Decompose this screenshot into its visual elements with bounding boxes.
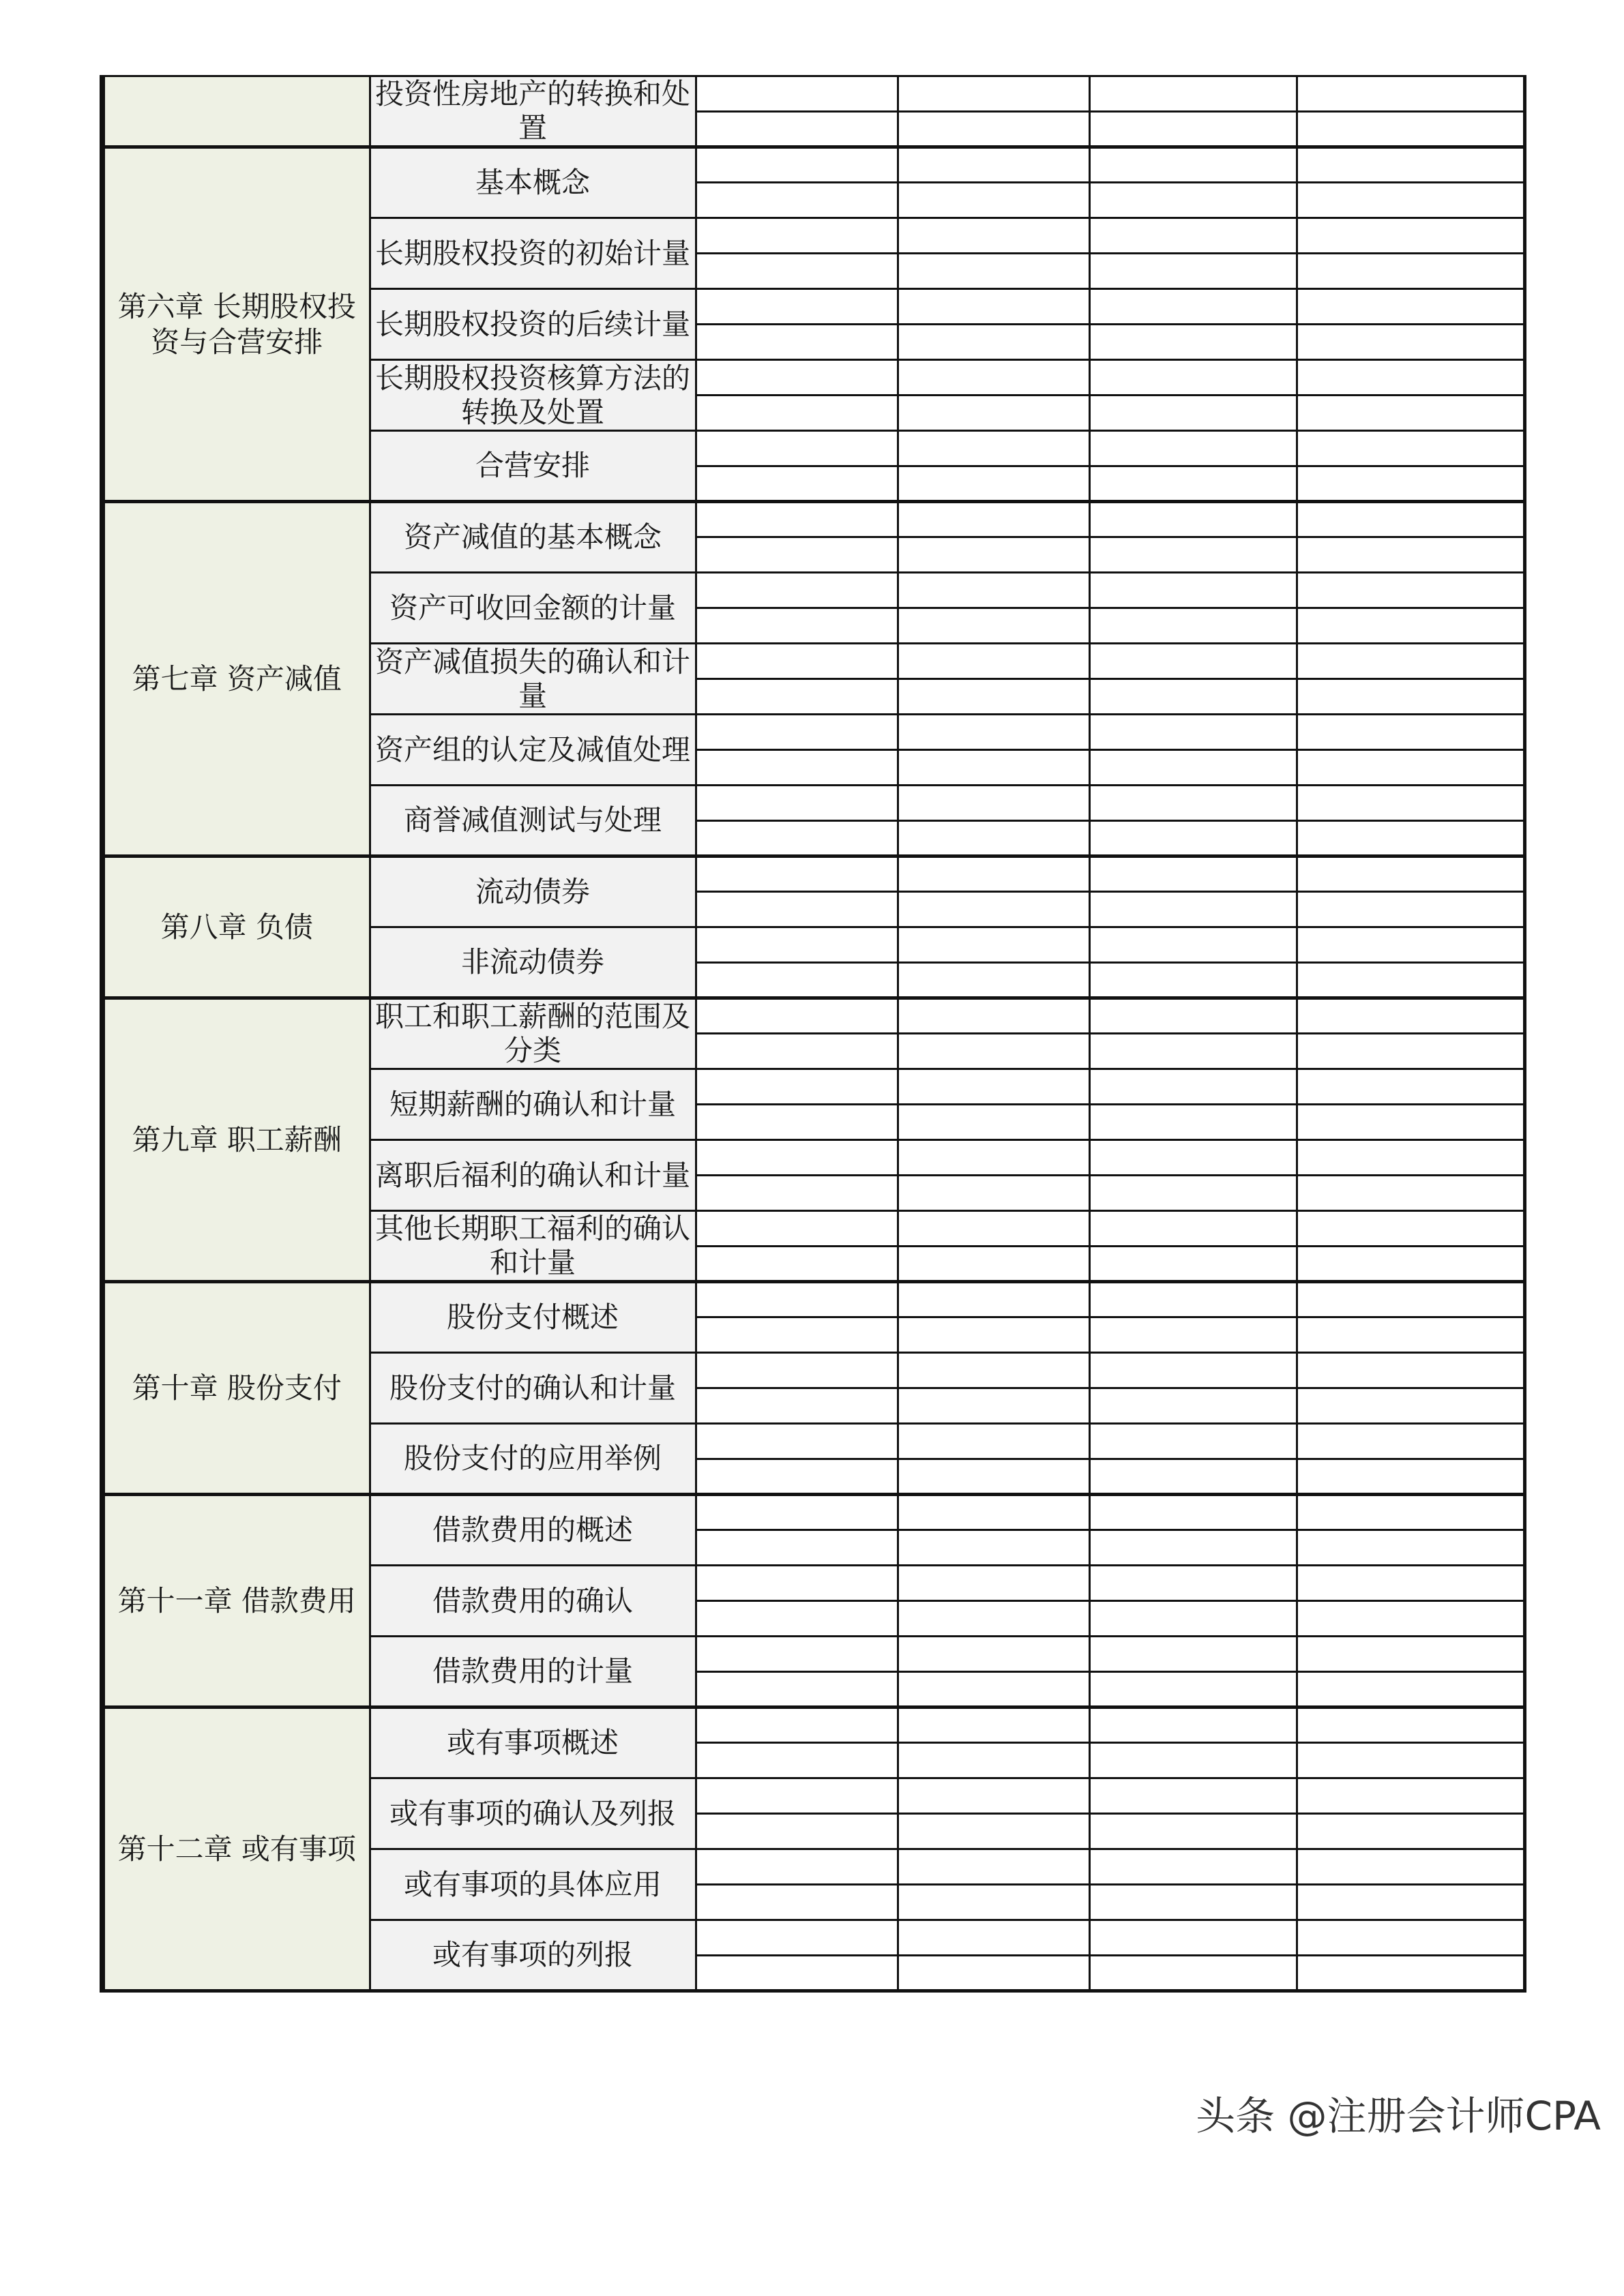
blank-cell[interactable]	[898, 1530, 1089, 1566]
blank-cell[interactable]	[696, 998, 898, 1034]
blank-cell[interactable]	[1297, 1885, 1524, 1920]
blank-cell[interactable]	[1089, 289, 1297, 325]
blank-cell[interactable]	[1297, 396, 1524, 431]
blank-cell[interactable]	[898, 1672, 1089, 1708]
blank-cell[interactable]	[898, 1601, 1089, 1637]
blank-cell[interactable]	[1089, 218, 1297, 254]
table-row	[102, 856, 1524, 892]
blank-cell[interactable]	[1089, 360, 1297, 396]
table-row	[102, 147, 1524, 183]
blank-cell[interactable]	[898, 1388, 1089, 1424]
topic-cell: 资产可收回金额的计量	[370, 573, 696, 644]
blank-cell[interactable]	[696, 1814, 898, 1849]
blank-cell[interactable]	[1089, 1317, 1297, 1353]
blank-cell[interactable]	[1297, 1566, 1524, 1601]
blank-cell[interactable]	[696, 644, 898, 679]
chapter-cell: 第七章 资产减值	[102, 502, 370, 856]
topic-cell: 长期股权投资核算方法的转换及处置	[370, 360, 696, 431]
blank-cell[interactable]	[898, 1743, 1089, 1778]
blank-cell[interactable]	[1297, 927, 1524, 963]
chapter-cell: 第十一章 借款费用	[102, 1495, 370, 1708]
blank-cell[interactable]	[898, 1566, 1089, 1601]
topic-cell: 投资性房地产的转换和处置	[370, 76, 696, 147]
blank-cell[interactable]	[1089, 786, 1297, 821]
blank-cell[interactable]	[1089, 856, 1297, 892]
blank-cell[interactable]	[1089, 573, 1297, 608]
blank-cell[interactable]	[1089, 1282, 1297, 1317]
blank-cell[interactable]	[1089, 396, 1297, 431]
blank-cell[interactable]	[1089, 1849, 1297, 1885]
blank-cell[interactable]	[1089, 537, 1297, 573]
chapter-cell	[102, 76, 370, 147]
blank-cell[interactable]	[1297, 147, 1524, 183]
blank-cell[interactable]	[1297, 1849, 1524, 1885]
blank-cell[interactable]	[1297, 1637, 1524, 1672]
blank-cell[interactable]	[898, 112, 1089, 147]
blank-cell[interactable]	[696, 1069, 898, 1105]
blank-cell[interactable]	[696, 1956, 898, 1991]
blank-cell[interactable]	[898, 289, 1089, 325]
blank-cell[interactable]	[898, 892, 1089, 927]
blank-cell[interactable]	[696, 502, 898, 537]
blank-cell[interactable]	[1089, 76, 1297, 112]
blank-cell[interactable]	[1089, 1353, 1297, 1388]
table-row	[102, 1708, 1524, 1743]
blank-cell[interactable]	[696, 1317, 898, 1353]
blank-cell[interactable]	[696, 1424, 898, 1459]
chapter-cell: 第八章 负债	[102, 856, 370, 998]
table-row	[102, 1495, 1524, 1530]
blank-cell[interactable]	[1089, 1956, 1297, 1991]
blank-cell[interactable]	[898, 1424, 1089, 1459]
blank-cell[interactable]	[1089, 1530, 1297, 1566]
blank-cell[interactable]	[696, 1885, 898, 1920]
topic-cell: 离职后福利的确认和计量	[370, 1140, 696, 1211]
blank-cell[interactable]	[1297, 1247, 1524, 1282]
blank-cell[interactable]	[898, 1849, 1089, 1885]
blank-cell[interactable]	[1297, 1672, 1524, 1708]
blank-cell[interactable]	[898, 1708, 1089, 1743]
blank-cell[interactable]	[696, 1708, 898, 1743]
blank-cell[interactable]	[1089, 147, 1297, 183]
blank-cell[interactable]	[696, 254, 898, 289]
blank-cell[interactable]	[1089, 821, 1297, 856]
blank-cell[interactable]	[898, 998, 1089, 1034]
blank-cell[interactable]	[1297, 112, 1524, 147]
blank-cell[interactable]	[1297, 76, 1524, 112]
blank-cell[interactable]	[1297, 1069, 1524, 1105]
blank-cell[interactable]	[1297, 289, 1524, 325]
table-row	[102, 1282, 1524, 1317]
blank-cell[interactable]	[696, 1034, 898, 1069]
blank-cell[interactable]	[1089, 1566, 1297, 1601]
blank-cell[interactable]	[696, 927, 898, 963]
blank-cell[interactable]	[898, 1105, 1089, 1140]
blank-cell[interactable]	[696, 786, 898, 821]
blank-cell[interactable]	[1297, 821, 1524, 856]
blank-cell[interactable]	[1297, 1495, 1524, 1530]
blank-cell[interactable]	[1089, 1601, 1297, 1637]
blank-cell[interactable]	[898, 786, 1089, 821]
blank-cell[interactable]	[1297, 644, 1524, 679]
blank-cell[interactable]	[898, 396, 1089, 431]
blank-cell[interactable]	[1089, 608, 1297, 644]
blank-cell[interactable]	[1297, 856, 1524, 892]
blank-cell[interactable]	[696, 1140, 898, 1176]
blank-cell[interactable]	[1297, 431, 1524, 466]
blank-cell[interactable]	[696, 1778, 898, 1814]
blank-cell[interactable]	[696, 360, 898, 396]
blank-cell[interactable]	[1089, 466, 1297, 502]
topic-cell: 或有事项的确认及列报	[370, 1778, 696, 1849]
blank-cell[interactable]	[898, 644, 1089, 679]
blank-cell[interactable]	[1297, 573, 1524, 608]
blank-cell[interactable]	[1297, 963, 1524, 998]
blank-cell[interactable]	[898, 254, 1089, 289]
blank-cell[interactable]	[898, 679, 1089, 715]
blank-cell[interactable]	[1297, 466, 1524, 502]
table-row	[102, 76, 1524, 112]
topic-cell: 资产减值损失的确认和计量	[370, 644, 696, 715]
blank-cell[interactable]	[696, 1211, 898, 1247]
blank-cell[interactable]	[898, 1495, 1089, 1530]
study-plan-table	[100, 75, 1526, 1993]
blank-cell[interactable]	[1297, 679, 1524, 715]
blank-cell[interactable]	[898, 573, 1089, 608]
topic-cell: 流动债券	[370, 856, 696, 927]
blank-cell[interactable]	[696, 679, 898, 715]
blank-cell[interactable]	[1297, 608, 1524, 644]
blank-cell[interactable]	[898, 1637, 1089, 1672]
blank-cell[interactable]	[1297, 1778, 1524, 1814]
blank-cell[interactable]	[696, 715, 898, 750]
blank-cell[interactable]	[898, 537, 1089, 573]
blank-cell[interactable]	[696, 1388, 898, 1424]
blank-cell[interactable]	[1089, 1495, 1297, 1530]
blank-cell[interactable]	[696, 1849, 898, 1885]
blank-cell[interactable]	[696, 1672, 898, 1708]
blank-cell[interactable]	[696, 1743, 898, 1778]
blank-cell[interactable]	[1297, 1708, 1524, 1743]
topic-cell: 股份支付概述	[370, 1282, 696, 1353]
blank-cell[interactable]	[1297, 1388, 1524, 1424]
topic-cell: 借款费用的概述	[370, 1495, 696, 1566]
blank-cell[interactable]	[898, 1353, 1089, 1388]
blank-cell[interactable]	[898, 608, 1089, 644]
blank-cell[interactable]	[1089, 1176, 1297, 1211]
blank-cell[interactable]	[1089, 254, 1297, 289]
blank-cell[interactable]	[898, 502, 1089, 537]
topic-cell: 基本概念	[370, 147, 696, 218]
blank-cell[interactable]	[1089, 750, 1297, 786]
blank-cell[interactable]	[1089, 502, 1297, 537]
blank-cell[interactable]	[696, 750, 898, 786]
blank-cell[interactable]	[696, 218, 898, 254]
blank-cell[interactable]	[1297, 1176, 1524, 1211]
blank-cell[interactable]	[696, 431, 898, 466]
blank-cell[interactable]	[696, 1282, 898, 1317]
topic-cell: 或有事项概述	[370, 1708, 696, 1778]
blank-cell[interactable]	[696, 1247, 898, 1282]
blank-cell[interactable]	[696, 1530, 898, 1566]
blank-cell[interactable]	[696, 821, 898, 856]
blank-cell[interactable]	[898, 715, 1089, 750]
blank-cell[interactable]	[1089, 1211, 1297, 1247]
topic-cell: 职工和职工薪酬的范围及分类	[370, 998, 696, 1069]
blank-cell[interactable]	[696, 112, 898, 147]
blank-cell[interactable]	[1297, 998, 1524, 1034]
blank-cell[interactable]	[1089, 1105, 1297, 1140]
blank-cell[interactable]	[1297, 325, 1524, 360]
blank-cell[interactable]	[1089, 183, 1297, 218]
blank-cell[interactable]	[1297, 1140, 1524, 1176]
topic-cell: 非流动债券	[370, 927, 696, 998]
blank-cell[interactable]	[898, 183, 1089, 218]
topic-cell: 合营安排	[370, 431, 696, 502]
topic-cell: 短期薪酬的确认和计量	[370, 1069, 696, 1140]
blank-cell[interactable]	[696, 1495, 898, 1530]
topic-cell: 股份支付的确认和计量	[370, 1353, 696, 1424]
blank-cell[interactable]	[898, 147, 1089, 183]
blank-cell[interactable]	[1089, 1424, 1297, 1459]
blank-cell[interactable]	[1297, 786, 1524, 821]
table-row	[102, 502, 1524, 537]
blank-cell[interactable]	[1089, 1388, 1297, 1424]
blank-cell[interactable]	[1089, 1814, 1297, 1849]
topic-cell: 资产减值的基本概念	[370, 502, 696, 573]
blank-cell[interactable]	[696, 537, 898, 573]
blank-cell[interactable]	[1089, 1459, 1297, 1495]
blank-cell[interactable]	[898, 1459, 1089, 1495]
blank-cell[interactable]	[1297, 1353, 1524, 1388]
blank-cell[interactable]	[898, 1211, 1089, 1247]
topic-cell: 或有事项的列报	[370, 1920, 696, 1991]
blank-cell[interactable]	[898, 325, 1089, 360]
blank-cell[interactable]	[1089, 679, 1297, 715]
topic-cell: 或有事项的具体应用	[370, 1849, 696, 1920]
blank-cell[interactable]	[696, 608, 898, 644]
blank-cell[interactable]	[1089, 715, 1297, 750]
blank-cell[interactable]	[696, 963, 898, 998]
blank-cell[interactable]	[898, 1956, 1089, 1991]
table-row	[102, 998, 1524, 1034]
blank-cell[interactable]	[898, 1034, 1089, 1069]
blank-cell[interactable]	[1089, 1708, 1297, 1743]
blank-cell[interactable]	[696, 76, 898, 112]
blank-cell[interactable]	[696, 466, 898, 502]
blank-cell[interactable]	[696, 147, 898, 183]
blank-cell[interactable]	[898, 856, 1089, 892]
blank-cell[interactable]	[696, 183, 898, 218]
blank-cell[interactable]	[1297, 1743, 1524, 1778]
blank-cell[interactable]	[1089, 963, 1297, 998]
blank-cell[interactable]	[1089, 1247, 1297, 1282]
blank-cell[interactable]	[696, 289, 898, 325]
blank-cell[interactable]	[898, 1140, 1089, 1176]
blank-cell[interactable]	[1089, 1140, 1297, 1176]
topic-cell: 借款费用的确认	[370, 1566, 696, 1637]
blank-cell[interactable]	[1089, 892, 1297, 927]
blank-cell[interactable]	[1297, 1282, 1524, 1317]
blank-cell[interactable]	[696, 1920, 898, 1956]
topic-cell: 借款费用的计量	[370, 1637, 696, 1708]
blank-cell[interactable]	[696, 892, 898, 927]
chapter-cell: 第六章 长期股权投资与合营安排	[102, 147, 370, 502]
blank-cell[interactable]	[1297, 1920, 1524, 1956]
blank-cell[interactable]	[898, 821, 1089, 856]
blank-cell[interactable]	[1297, 1424, 1524, 1459]
blank-cell[interactable]	[696, 1566, 898, 1601]
topic-cell: 商誉减值测试与处理	[370, 786, 696, 856]
blank-cell[interactable]	[898, 360, 1089, 396]
blank-cell[interactable]	[696, 325, 898, 360]
blank-cell[interactable]	[1297, 218, 1524, 254]
blank-cell[interactable]	[898, 76, 1089, 112]
blank-cell[interactable]	[1297, 502, 1524, 537]
blank-cell[interactable]	[898, 1920, 1089, 1956]
blank-cell[interactable]	[1089, 1069, 1297, 1105]
blank-cell[interactable]	[1297, 537, 1524, 573]
blank-cell[interactable]	[696, 856, 898, 892]
blank-cell[interactable]	[898, 1814, 1089, 1849]
blank-cell[interactable]	[1089, 325, 1297, 360]
blank-cell[interactable]	[898, 1247, 1089, 1282]
blank-cell[interactable]	[1089, 1778, 1297, 1814]
blank-cell[interactable]	[1297, 360, 1524, 396]
blank-cell[interactable]	[1297, 750, 1524, 786]
blank-cell[interactable]	[1297, 1317, 1524, 1353]
blank-cell[interactable]	[1089, 1885, 1297, 1920]
chapter-cell: 第十二章 或有事项	[102, 1708, 370, 1991]
blank-cell[interactable]	[1297, 183, 1524, 218]
blank-cell[interactable]	[1089, 1672, 1297, 1708]
blank-cell[interactable]	[1089, 1034, 1297, 1069]
blank-cell[interactable]	[1297, 1459, 1524, 1495]
blank-cell[interactable]	[1297, 1105, 1524, 1140]
blank-cell[interactable]	[898, 466, 1089, 502]
blank-cell[interactable]	[696, 573, 898, 608]
blank-cell[interactable]	[898, 1885, 1089, 1920]
blank-cell[interactable]	[696, 1176, 898, 1211]
blank-cell[interactable]	[1297, 1601, 1524, 1637]
blank-cell[interactable]	[898, 1778, 1089, 1814]
blank-cell[interactable]	[696, 1601, 898, 1637]
blank-cell[interactable]	[898, 1176, 1089, 1211]
blank-cell[interactable]	[898, 927, 1089, 963]
blank-cell[interactable]	[1297, 254, 1524, 289]
blank-cell[interactable]	[898, 218, 1089, 254]
blank-cell[interactable]	[1297, 1814, 1524, 1849]
blank-cell[interactable]	[1089, 1920, 1297, 1956]
blank-cell[interactable]	[1089, 431, 1297, 466]
blank-cell[interactable]	[898, 1069, 1089, 1105]
blank-cell[interactable]	[1297, 892, 1524, 927]
watermark: 头条 @注册会计师CPA	[1196, 2093, 1601, 2139]
topic-cell: 股份支付的应用举例	[370, 1424, 696, 1495]
blank-cell[interactable]	[898, 750, 1089, 786]
blank-cell[interactable]	[1297, 1956, 1524, 1991]
blank-cell[interactable]	[696, 1637, 898, 1672]
blank-cell[interactable]	[1297, 1034, 1524, 1069]
topic-cell: 长期股权投资的初始计量	[370, 218, 696, 289]
blank-cell[interactable]	[1089, 927, 1297, 963]
blank-cell[interactable]	[1089, 1743, 1297, 1778]
blank-cell[interactable]	[696, 1459, 898, 1495]
blank-cell[interactable]	[696, 1105, 898, 1140]
topic-cell: 资产组的认定及减值处理	[370, 715, 696, 786]
blank-cell[interactable]	[898, 963, 1089, 998]
blank-cell[interactable]	[898, 1317, 1089, 1353]
blank-cell[interactable]	[1089, 112, 1297, 147]
topic-cell: 其他长期职工福利的确认和计量	[370, 1211, 696, 1282]
topic-cell: 长期股权投资的后续计量	[370, 289, 696, 360]
blank-cell[interactable]	[1089, 1637, 1297, 1672]
blank-cell[interactable]	[1089, 998, 1297, 1034]
blank-cell[interactable]	[898, 431, 1089, 466]
blank-cell[interactable]	[696, 1353, 898, 1388]
blank-cell[interactable]	[1089, 644, 1297, 679]
blank-cell[interactable]	[1297, 715, 1524, 750]
blank-cell[interactable]	[1297, 1530, 1524, 1566]
blank-cell[interactable]	[696, 396, 898, 431]
chapter-cell: 第九章 职工薪酬	[102, 998, 370, 1282]
chapter-cell: 第十章 股份支付	[102, 1282, 370, 1495]
blank-cell[interactable]	[898, 1282, 1089, 1317]
blank-cell[interactable]	[1297, 1211, 1524, 1247]
